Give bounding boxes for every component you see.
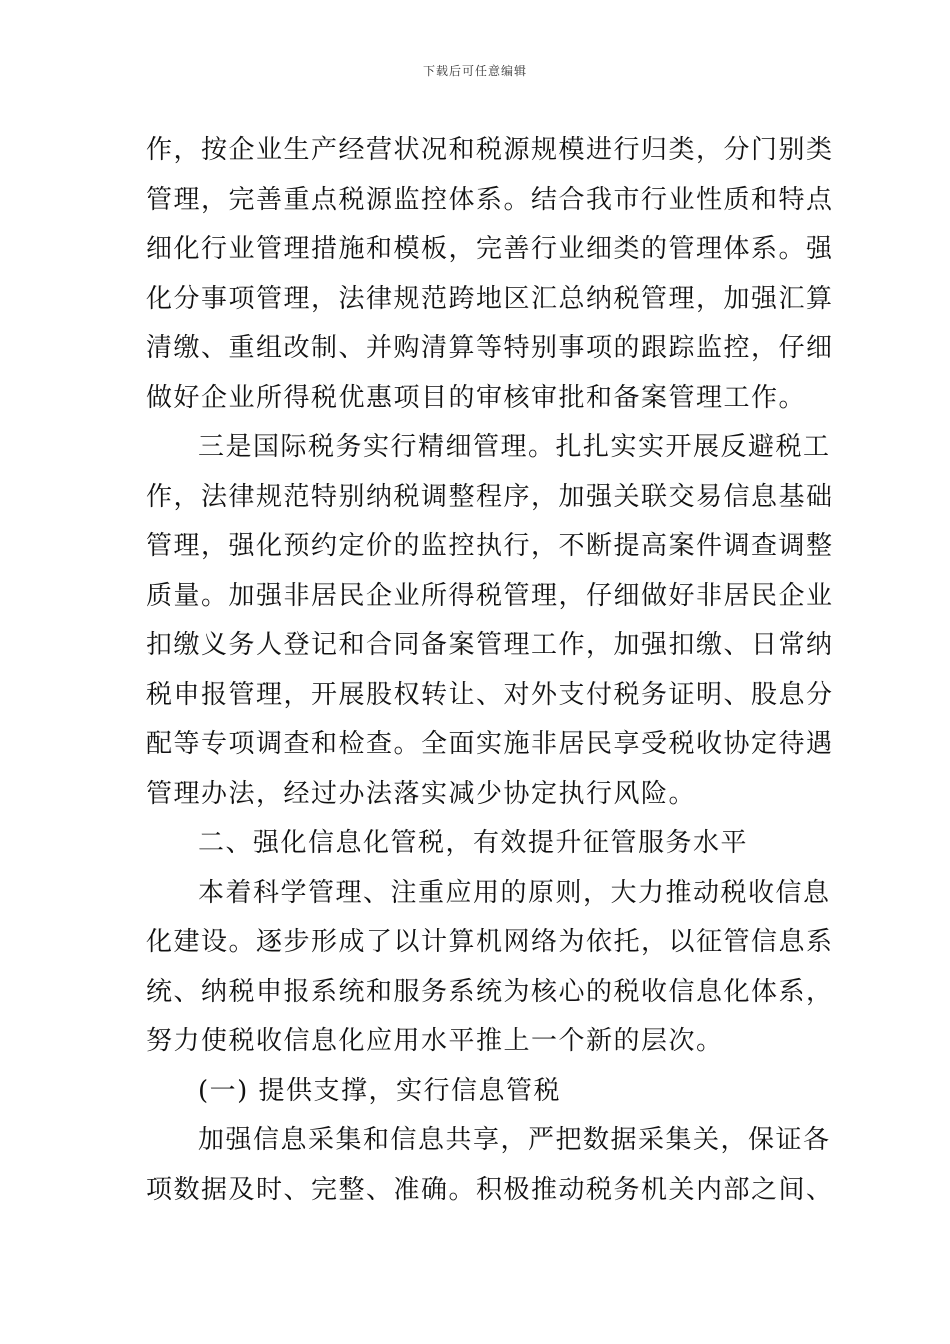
text-line: 管理办法，经过办法落实减少协定执行风险。: [146, 778, 697, 809]
text-line: 统、纳税申报系统和服务系统为核心的税收信息化体系，: [146, 976, 834, 1007]
subsection-heading: (一) 提供支撑，实行信息管税: [198, 1075, 562, 1106]
text-line: 化建设。逐步形成了以计算机网络为依托，以征管信息系: [146, 927, 834, 957]
text-line: 配等专项调查和检查。全面实施非居民享受税收协定待遇: [146, 729, 834, 759]
paragraph-start-line: 加强信息采集和信息共享，严把数据采集关，保证各: [198, 1125, 831, 1155]
text-line: 管理，完善重点税源监控体系。结合我市行业性质和特点: [146, 184, 834, 215]
text-line: 管理，强化预约定价的监控执行，不断提高案件调查调整: [146, 531, 834, 561]
text-line: 努力使税收信息化应用水平推上一个新的层次。: [146, 1026, 724, 1056]
text-line: 项数据及时、完整、准确。积极推动税务机关内部之间、: [146, 1174, 834, 1205]
text-line: 作，按企业生产经营状况和税源规模进行归类，分门别类: [146, 135, 834, 165]
text-line: 化分事项管理，法律规范跨地区汇总纳税管理，加强汇算: [146, 283, 834, 314]
text-line: 作，法律规范特别纳税调整程序，加强关联交易信息基础: [146, 481, 834, 512]
page-header-note: 下载后可任意编辑: [422, 64, 527, 78]
text-line: 扣缴义务人登记和合同备案管理工作，加强扣缴、日常纳: [146, 630, 834, 660]
text-line: 质量。加强非居民企业所得税管理，仔细做好非居民企业: [146, 580, 834, 611]
text-line: 细化行业管理措施和模板，完善行业细类的管理体系。强: [146, 234, 834, 264]
text-line: 做好企业所得税优惠项目的审核审批和备案管理工作。: [146, 382, 807, 413]
paragraph-start-line: 三是国际税务实行精细管理。扎扎实实开展反避税工: [198, 432, 831, 462]
paragraph-start-line: 本着科学管理、注重应用的原则，大力推动税收信息: [198, 877, 831, 908]
section-heading: 二、强化信息化管税，有效提升征管服务水平: [198, 828, 749, 858]
text-line: 清缴、重组改制、并购清算等特别事项的跟踪监控，仔细: [146, 333, 834, 363]
text-line: 税申报管理，开展股权转让、对外支付税务证明、股息分: [146, 679, 834, 710]
document-body: [146, 126, 834, 1215]
